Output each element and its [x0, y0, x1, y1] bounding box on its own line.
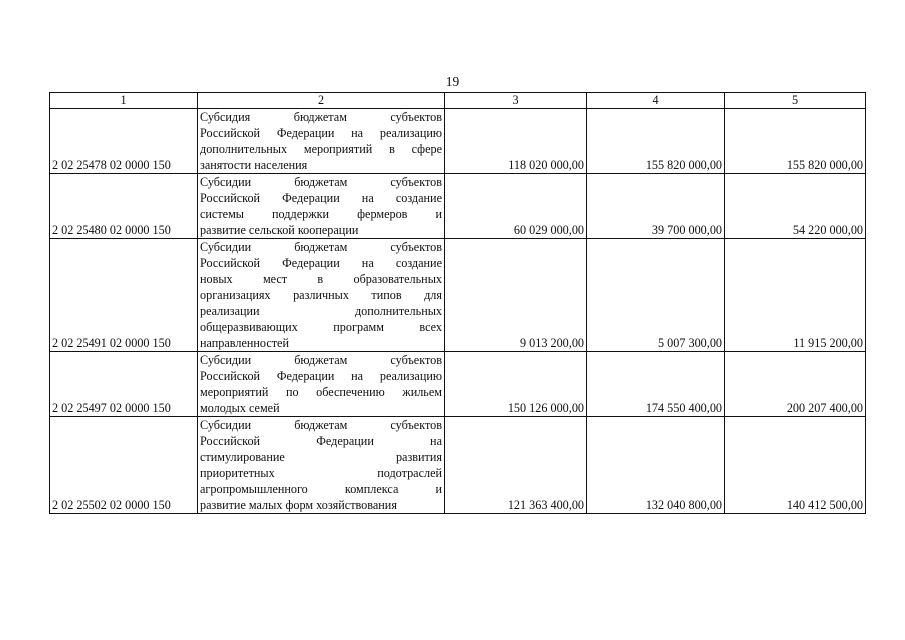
description-line: Субсидия бюджетам субъектов [200, 110, 442, 124]
description-line: Российской Федерации на [200, 434, 442, 448]
description-line: Российской Федерации на создание [200, 191, 442, 205]
amount-column-3: 121 363 400,00 [445, 417, 587, 514]
description-line: Субсидии бюджетам субъектов [200, 353, 442, 367]
amount-column-4: 155 820 000,00 [587, 109, 725, 174]
column-header-1: 1 [50, 93, 198, 109]
amount-column-4: 174 550 400,00 [587, 352, 725, 417]
amount-column-3: 150 126 000,00 [445, 352, 587, 417]
subsidy-description [198, 109, 445, 174]
table-header-row [50, 93, 866, 109]
amount-column-3: 60 029 000,00 [445, 174, 587, 239]
page-number: 19 [445, 74, 460, 89]
description-line: Субсидии бюджетам субъектов [200, 175, 442, 189]
description-line: стимулирование развития [200, 450, 442, 464]
description-line: Российской Федерации на создание [200, 256, 442, 270]
description-line: направленностей [200, 336, 289, 350]
amount-column-4: 39 700 000,00 [587, 174, 725, 239]
column-header-2: 2 [198, 93, 445, 109]
description-line: организациях различных типов для [200, 288, 442, 302]
description-line: агропромышленного комплекса и [200, 482, 442, 496]
description-line: Субсидии бюджетам субъектов [200, 240, 442, 254]
description-line: Российской Федерации на реализацию [200, 126, 442, 140]
budget-code: 2 02 25480 02 0000 150 [50, 174, 198, 239]
amount-column-3: 9 013 200,00 [445, 239, 587, 352]
budget-code: 2 02 25491 02 0000 150 [50, 239, 198, 352]
description-line: реализации дополнительных [200, 304, 442, 318]
amount-column-4: 5 007 300,00 [587, 239, 725, 352]
subsidy-description [198, 352, 445, 417]
amount-column-5: 155 820 000,00 [725, 109, 866, 174]
amount-column-5: 11 915 200,00 [725, 239, 866, 352]
budget-revenue-table [49, 92, 866, 514]
table-row [50, 352, 866, 417]
table-row [50, 417, 866, 514]
column-header-3: 3 [445, 93, 587, 109]
amount-column-5: 140 412 500,00 [725, 417, 866, 514]
description-line: развитие сельской кооперации [200, 223, 359, 237]
budget-code: 2 02 25502 02 0000 150 [50, 417, 198, 514]
subsidy-description [198, 417, 445, 514]
budget-code: 2 02 25478 02 0000 150 [50, 109, 198, 174]
amount-column-5: 200 207 400,00 [725, 352, 866, 417]
column-header-5: 5 [725, 93, 866, 109]
description-line: молодых семей [200, 401, 280, 415]
description-line: мероприятий по обеспечению жильем [200, 385, 442, 399]
amount-column-3: 118 020 000,00 [445, 109, 587, 174]
description-line: Субсидии бюджетам субъектов [200, 418, 442, 432]
description-line: развитие малых форм хозяйствования [200, 498, 397, 512]
amount-column-4: 132 040 800,00 [587, 417, 725, 514]
description-line: приоритетных подотраслей [200, 466, 442, 480]
budget-code: 2 02 25497 02 0000 150 [50, 352, 198, 417]
subsidy-description [198, 239, 445, 352]
description-line: Российской Федерации на реализацию [200, 369, 442, 383]
description-line: новых мест в образовательных [200, 272, 442, 286]
table-row [50, 239, 866, 352]
description-line: занятости населения [200, 158, 308, 172]
description-line: общеразвивающих программ всех [200, 320, 442, 334]
table-row [50, 109, 866, 174]
description-line: дополнительных мероприятий в сфере [200, 142, 442, 156]
description-line: системы поддержки фермеров и [200, 207, 442, 221]
column-header-4: 4 [587, 93, 725, 109]
table-row [50, 174, 866, 239]
subsidy-description [198, 174, 445, 239]
amount-column-5: 54 220 000,00 [725, 174, 866, 239]
